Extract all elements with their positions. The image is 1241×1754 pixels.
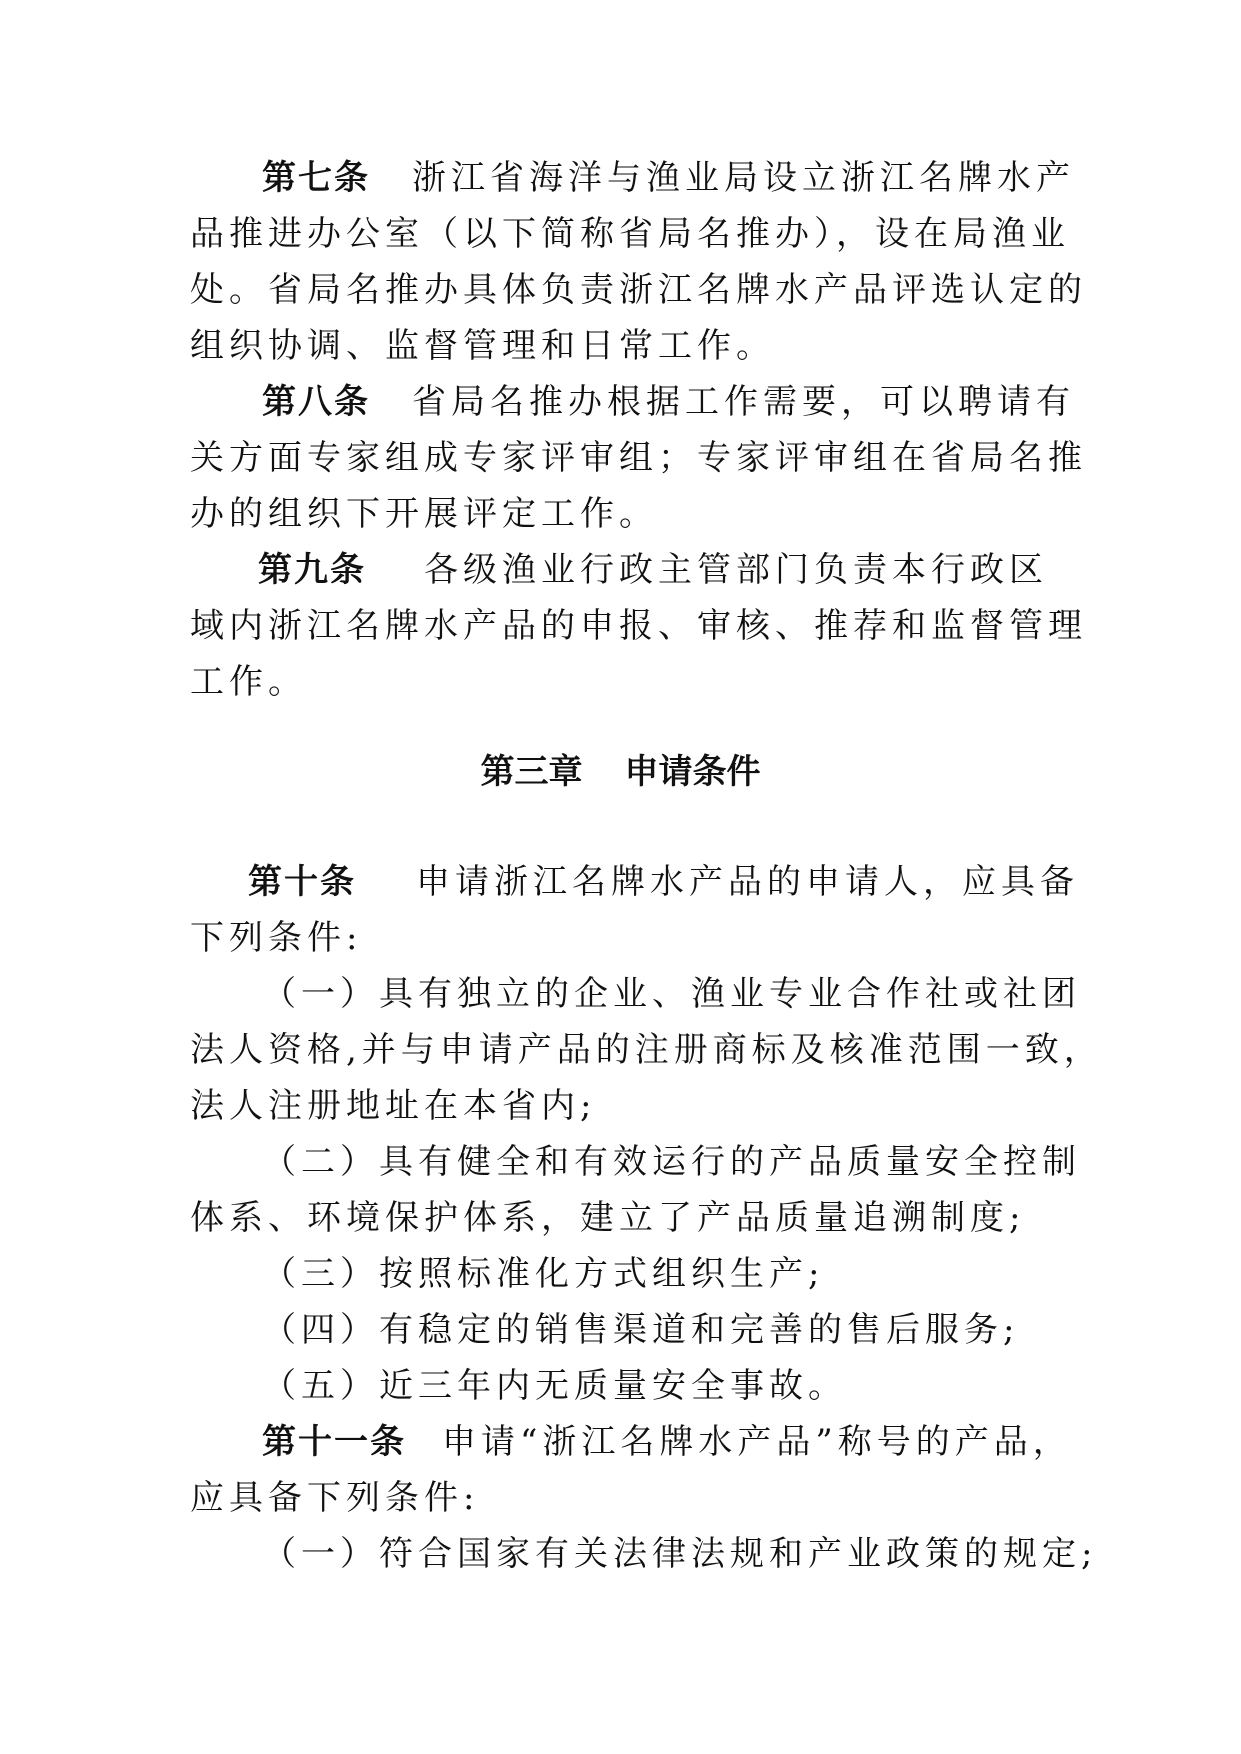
article-8-line-3: 办的组织下开展评定工作。 — [190, 494, 658, 534]
article-11-label: 第十一条 — [262, 1422, 406, 1462]
article-11-item-1: （一）符合国家有关法律法规和产业政策的规定; — [262, 1534, 1098, 1574]
article-11-text-1: 申请“浙江名牌水产品”称号的产品， — [442, 1422, 1072, 1462]
chapter-number: 第三章 — [480, 752, 583, 792]
article-10-item-1-line-3: 法人注册地址在本省内; — [190, 1086, 597, 1126]
article-10-line-2: 下列条件: — [190, 918, 363, 958]
article-7-label: 第七条 — [262, 158, 370, 198]
article-10-item-5: （五）近三年内无质量安全事故。 — [262, 1366, 847, 1406]
article-10-label: 第十条 — [248, 862, 356, 902]
article-7-line-4: 组织协调、监督管理和日常工作。 — [190, 326, 775, 366]
article-10-line-1 — [248, 862, 1079, 902]
article-7-text-1: 浙江省海洋与渔业局设立浙江名牌水产 — [412, 158, 1075, 198]
article-8-line-1 — [262, 382, 1075, 422]
article-8-label: 第八条 — [262, 382, 370, 422]
article-8-line-2: 关方面专家组成专家评审组；专家评审组在省局名推 — [190, 438, 1087, 478]
article-8-text-1: 省局名推办根据工作需要，可以聘请有 — [412, 382, 1075, 422]
article-7-line-1 — [262, 158, 1075, 198]
article-10-item-3: （三）按照标准化方式组织生产; — [262, 1254, 825, 1294]
chapter-heading — [0, 752, 1241, 792]
article-10-item-2-line-1: （二）具有健全和有效运行的产品质量安全控制 — [262, 1142, 1081, 1182]
article-10-item-2-line-2: 体系、环境保护体系，建立了产品质量追溯制度; — [190, 1198, 1026, 1238]
article-9-label: 第九条 — [258, 550, 366, 590]
article-7-line-2: 品推进办公室（以下简称省局名推办），设在局渔业 — [190, 214, 1070, 254]
article-10-item-1-line-2: 法人资格,并与申请产品的注册商标及核准范围一致， — [190, 1030, 1103, 1070]
article-10-item-1-line-1: （一）具有独立的企业、渔业专业合作社或社团 — [262, 974, 1081, 1014]
article-9-line-3: 工作。 — [190, 662, 307, 702]
article-10-item-4: （四）有稳定的销售渠道和完善的售后服务; — [262, 1310, 1020, 1350]
chapter-title: 申请条件 — [624, 752, 761, 792]
article-10-text-1: 申请浙江名牌水产品的申请人，应具备 — [416, 862, 1079, 902]
article-9-line-1 — [258, 550, 1048, 590]
article-7-line-3: 处。省局名推办具体负责浙江名牌水产品评选认定的 — [190, 270, 1087, 310]
article-9-text-1: 各级渔业行政主管部门负责本行政区 — [424, 550, 1048, 590]
article-11-line-2: 应具备下列条件: — [190, 1478, 480, 1518]
article-9-line-2: 域内浙江名牌水产品的申报、审核、推荐和监督管理 — [190, 606, 1087, 646]
article-11-line-1 — [262, 1422, 1072, 1462]
